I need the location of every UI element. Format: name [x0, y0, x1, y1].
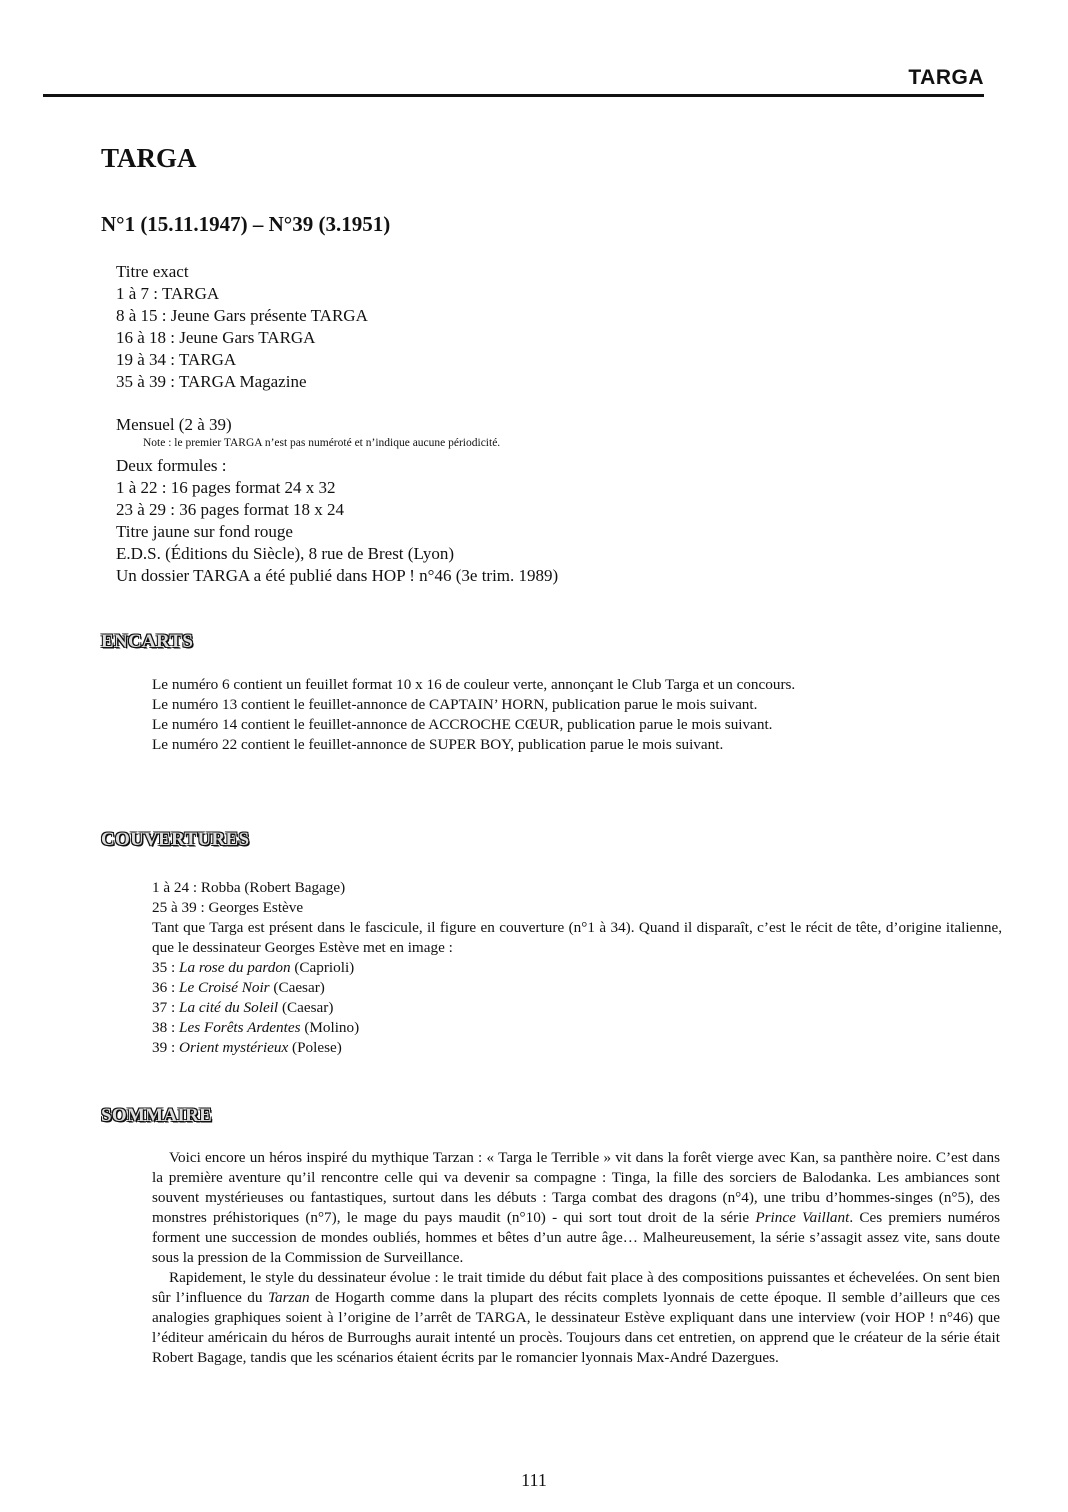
item-title: Les Forêts Ardentes: [179, 1019, 301, 1036]
info-line: Un dossier TARGA a été publié dans HOP ! n°46 (3e trim. 1989): [116, 566, 559, 585]
couverture-line: 1 à 24 : Robba (Robert Bagage): [152, 879, 346, 896]
item-number: 36 :: [152, 979, 180, 996]
header-rule: [43, 94, 984, 97]
document-title: TARGA: [101, 143, 197, 173]
item-title: La rose du pardon: [179, 959, 291, 976]
info-line: E.D.S. (Éditions du Siècle), 8 rue de Brest (Lyon): [116, 544, 455, 563]
info-line: Titre jaune sur fond rouge: [116, 522, 293, 541]
couverture-item: [152, 998, 1002, 1018]
italic-title: Tarzan: [267, 1289, 310, 1306]
encart-line: Le numéro 6 contient un feuillet format 10 x 16 de couleur verte, annonçant le Club Targa et un concours.: [152, 676, 796, 693]
item-title: Orient mystérieux: [179, 1039, 289, 1056]
info-line: Titre exact: [116, 262, 189, 281]
couverture-item: [152, 1038, 1002, 1058]
sommaire-body: [152, 1148, 1000, 1368]
info-block-titles: [116, 261, 368, 393]
info-line: 8 à 15 : Jeune Gars présente TARGA: [116, 306, 368, 325]
section-heading-sommaire: SOMMAIRE: [101, 1105, 213, 1126]
text-run: Rapidement, le style du dessinateur évolue : le trait timide du début fait place à des compositions puissantes et échevelées. On sent bien sûr l’influence du: [152, 1269, 1000, 1306]
sommaire-paragraph: [152, 1268, 1000, 1368]
item-author: (Polese): [288, 1039, 342, 1056]
info-line: 1 à 22 : 16 pages format 24 x 32: [116, 478, 336, 497]
page-number: 111: [521, 1470, 547, 1490]
encart-line: Le numéro 13 contient le feuillet-annonce de CAPTAIN’ HORN, publication parue le mois suivant.: [152, 696, 758, 713]
info-line: 1 à 7 : TARGA: [116, 284, 220, 303]
encart-line: Le numéro 14 contient le feuillet-annonce de ACCROCHE CŒUR, publication parue le mois suivant.: [152, 716, 773, 733]
item-author: (Molino): [300, 1019, 360, 1036]
periodicity-note: Note : le premier TARGA n’est pas numéroté et n’indique aucune périodicité.: [143, 437, 501, 449]
text-run: Voici encore un héros inspiré du mythique Tarzan : « Targa le Terrible » vit dans la forêt vierge avec Kan, sa panthère noire. C’est dans la première aventure qu’il rencontre celle qui va devenir sa compagne : Tinga, la fille des sorciers de Balodanka. Les ambiances sont souvent mystérieuses ou fantastiques, surtout dans les débuts : Targa combat des dragons (n°4), une tribu d’hommes-singes (n°5), des monstres préhistoriques (n°7), le mage du pays maudit (n°10) - qui sort tout droit de la série: [152, 1149, 1000, 1226]
couverture-item: [152, 958, 1002, 978]
document-subtitle: N°1 (15.11.1947) – N°39 (3.1951): [101, 212, 391, 236]
text-run: de Hogarth comme dans la plupart des récits complets lyonnais de cette époque. Il semble d’ailleurs que ces analogies graphiques soient à l’origine de l’arrêt de TARGA, le dessinateur Estève expliquant dans une interview (voir HOP ! n°46) que l’éditeur américain du héros de Burroughs aurait intenté un procès. Toujours dans cet entretien, on apprend que le créateur de la série était Robert Bagage, tandis que les scénarios étaient écrits par le romancier lyonnais Max-André Dazergues.: [152, 1289, 1000, 1366]
item-number: 35 :: [152, 959, 180, 976]
item-title: La cité du Soleil: [179, 999, 279, 1016]
info-line: 16 à 18 : Jeune Gars TARGA: [116, 328, 316, 347]
couverture-line: 25 à 39 : Georges Estève: [152, 899, 304, 916]
sommaire-paragraph: [152, 1148, 1000, 1268]
periodicity-line: Mensuel (2 à 39): [116, 415, 232, 434]
couverture-item: [152, 1018, 1002, 1038]
running-header-title: TARGA: [908, 66, 984, 89]
info-line: 35 à 39 : TARGA Magazine: [116, 372, 307, 391]
item-title: Le Croisé Noir: [179, 979, 270, 996]
info-block-periodicity: [116, 414, 232, 436]
info-line: 23 à 29 : 36 pages format 18 x 24: [116, 500, 345, 519]
section-heading-encarts: ENCARTS: [101, 631, 194, 652]
couvertures-list: [152, 878, 1002, 1058]
item-number: 38 :: [152, 1019, 180, 1036]
couverture-paragraph: Tant que Targa est présent dans le fascicule, il figure en couverture (n°1 à 34). Quand il disparaît, c’est le récit de tête, d’origine italienne, que le dessinateur Georges Estève met en image :: [152, 919, 1002, 956]
info-line: Deux formules :: [116, 456, 227, 475]
item-number: 37 :: [152, 999, 180, 1016]
info-block-formats: [116, 455, 558, 587]
item-author: (Caesar): [269, 979, 325, 996]
text-run: . Ces premiers numéros forment une succession de mondes oubliés, hommes et bêtes d’un autre âge… Malheureusement, la série s’assagit assez vite, sans doute sous la pression de la Commission de Surveillance.: [152, 1209, 1001, 1266]
couverture-item: [152, 978, 1002, 998]
item-number: 39 :: [152, 1039, 180, 1056]
encart-line: Le numéro 22 contient le feuillet-annonce de SUPER BOY, publication parue le mois suivant.: [152, 736, 724, 753]
info-line: 19 à 34 : TARGA: [116, 350, 237, 369]
italic-title: Prince Vaillant: [755, 1209, 850, 1226]
section-heading-couvertures: COUVERTURES: [101, 829, 250, 850]
item-author: (Caesar): [278, 999, 334, 1016]
item-author: (Caprioli): [290, 959, 355, 976]
encarts-list: [152, 675, 795, 755]
